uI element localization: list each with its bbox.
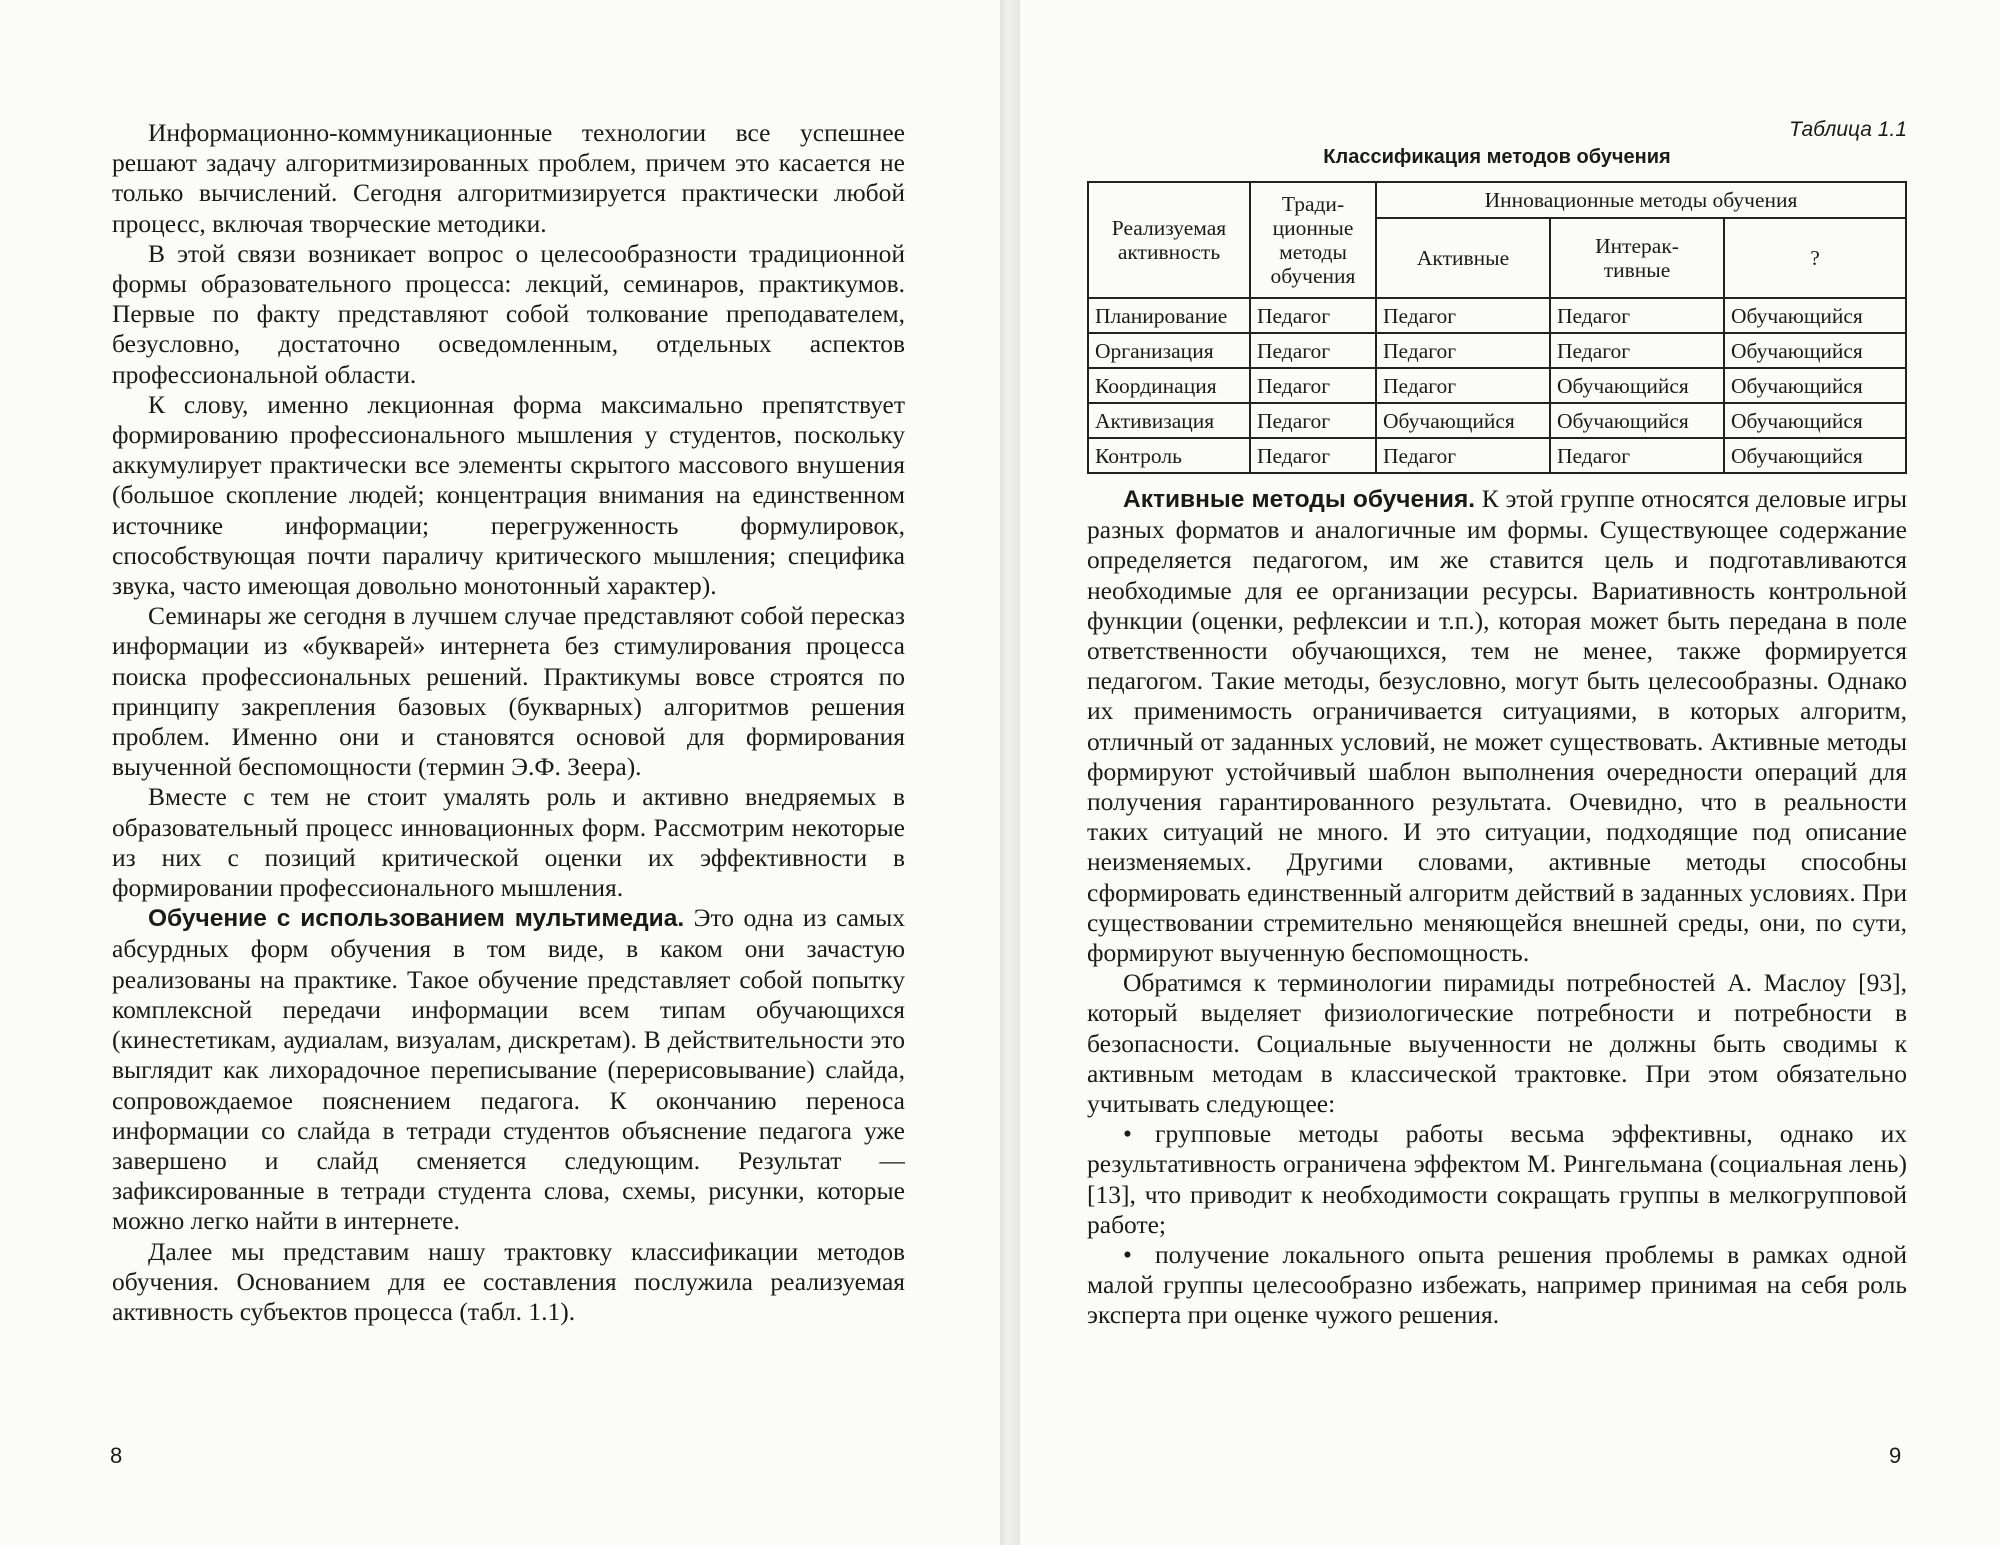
paragraph: Семинары же сегодня в лучшем случае представляют собой пересказ информации из «букварей» интернета без стимулирования процесса поиска профессиональных решений. Практикумы вовсе строятся по принципу закрепления базовых (букварных) алгоритмов решения проблем. Именно они и становятся основой для формирования выученной беспомощности (термин Э.Ф. Зеера). [112,601,905,782]
right-page [1020,0,2000,1545]
cell-unknown: Обучающийся [1724,438,1906,473]
bullet-icon: • [1123,1240,1132,1270]
header-activity: Реализуемая активность [1088,182,1250,298]
cell-active: Педагог [1376,333,1550,368]
cell-unknown: Обучающийся [1724,368,1906,403]
cell-activity: Планирование [1088,298,1250,333]
cell-traditional: Педагог [1250,368,1376,403]
paragraph: В этой связи возникает вопрос о целесообразности традиционной формы образовательного процесса: лекций, семинаров, практикумов. Первые по факту представляют собой толкование преподавателем, безусловно, достаточно осведомленным, отдельных аспектов профессиональной области. [112,238,905,389]
cell-traditional: Педагог [1250,403,1376,438]
cell-interactive: Педагог [1550,333,1724,368]
paragraph: Вместе с тем не стоит умалять роль и активно внедряемых в образовательный процесс инновационных форм. Рассмотрим некоторые из них с позиций критической оценки их эффективности в формировании профессионального мышления. [112,782,905,903]
header-traditional-line: ционные [1272,216,1354,240]
header-traditional-line: Тради- [1281,192,1345,216]
table-label: Таблица 1.1 [1789,118,1907,141]
cell-unknown: Обучающийся [1724,333,1906,368]
cell-activity: Контроль [1088,438,1250,473]
cell-active: Педагог [1376,368,1550,403]
table-row [1088,403,1906,438]
page-number: 9 [1889,1443,1902,1468]
paragraph-body: К этой группе относятся деловые игры разных форматов и аналогичные им формы. Существующее содержание определяется педагогом, им же ставится цель и подготавливаются необходимые для ее организации ресурсы. Вариативность контрольной функции (оценки, рефлексии и т.п.), которая может быть передана в поле ответственности обучающихся, тем не менее, также формируется педагогом. Такие методы, безусловно, могут быть целесообразны. Однако их применимость ограничивается ситуациями, в которых алгоритм, отличный от заданных условий, не может существовать. Активные методы формируют устойчивый шаблон выполнения очередности операций для получения гарантированного результата. Очевидно, что в реальности таких ситуаций не много. И это ситуации, подходящие под описание неизменяемых. Другими словами, активные методы способны сформировать единственный алгоритм действий в заданных условиях. При существовании стремительно меняющейся внешней среды, они, по сути, формируют выученную беспомощность. [1087,484,1907,968]
paragraph: Обратимся к терминологии пирамиды потребностей А. Маслоу [93], который выделяет физиологические потребности и потребности в безопасности. Социальные выученности не должны быть сводимы к активным методам в классической трактовке. При этом обязательно учитывать следующее: [1087,968,1907,1119]
cell-activity: Организация [1088,333,1250,368]
header-innovative: Инновационные методы обучения [1376,182,1906,218]
list-item [1087,1240,1907,1331]
cell-active: Педагог [1376,438,1550,473]
header-interactive-line: Интерак- [1595,234,1679,258]
book-gutter [1000,0,1020,1545]
cell-active: Педагог [1376,298,1550,333]
left-page-text [112,118,905,1327]
paragraph: Информационно-коммуникационные технологии все успешнее решают задачу алгоритмизированных проблем, причем это касается не только вычислений. Сегодня алгоритмизируется практически любой процесс, включая творческие методики. [112,118,905,238]
paragraph-body: Это одна из самых абсурдных форм обучения в том виде, в каком они зачастую реализованы на практике. Такое обучение представляет собой попытку комплексной передачи информации всем типам обучающихся (кинестетикам, аудиалам, визуалам, дискретам). В действительности это выглядит как лихорадочное переписывание (перерисовывание) слайда, сопровождаемое пояснением педагога. К окончанию переноса информации со слайда в тетради студентов объяснение педагога уже завершено и слайд сменяется следующим. Результат — зафиксированные в тетради студента слова, схемы, рисунки, которые можно легко найти в интернете. [112,903,905,1236]
list-item-text: групповые методы работы весьма эффективны, однако их результативность ограничена эффектом М. Рингельмана (социальная лень) [13], что приводит к необходимости сокращать группы в мелкогрупповой работе; [1087,1119,1907,1239]
cell-interactive: Обучающийся [1550,403,1724,438]
cell-unknown: Обучающийся [1724,298,1906,333]
page-number: 8 [110,1443,123,1468]
cell-unknown: Обучающийся [1724,403,1906,438]
table-row [1088,438,1906,473]
cell-activity: Активизация [1088,403,1250,438]
header-active: Активные [1376,218,1550,298]
header-interactive [1550,218,1724,298]
paragraph-lead: Активные методы обучения. [1123,486,1476,513]
cell-traditional: Педагог [1250,438,1376,473]
cell-activity: Координация [1088,368,1250,403]
right-page-text [1087,118,1907,1331]
paragraph-lead: Обучение с использованием мультимедиа. [148,905,685,933]
table-row [1088,333,1906,368]
cell-interactive: Педагог [1550,298,1724,333]
table-title: Классификация методов обучения [1323,146,1671,168]
header-interactive-line: тивные [1603,258,1671,282]
header-unknown: ? [1724,218,1906,298]
bullet-icon: • [1123,1119,1132,1149]
classification-table [1087,181,1907,474]
table-row [1088,368,1906,403]
cell-traditional: Педагог [1250,333,1376,368]
cell-traditional: Педагог [1250,298,1376,333]
list-item-text: получение локального опыта решения проблемы в рамках одной малой группы целесообразно избежать, например принимая на себя роль эксперта при оценке чужого решения. [1087,1240,1907,1330]
bullet-list [1087,1119,1907,1330]
paragraph [112,903,905,1236]
paragraph: Далее мы представим нашу трактовку классификации методов обучения. Основанием для ее составления послужила реализуемая активность субъектов процесса (табл. 1.1). [112,1236,905,1326]
paragraph [1087,484,1907,968]
cell-active: Обучающийся [1376,403,1550,438]
table-row [1088,298,1906,333]
list-item [1087,1119,1907,1240]
header-traditional-line: обучения [1270,264,1356,288]
header-traditional-line: методы [1279,240,1347,264]
cell-interactive: Педагог [1550,438,1724,473]
paragraph: К слову, именно лекционная форма максимально препятствует формированию профессионального мышления у студентов, поскольку аккумулирует практически все элементы скрытого массового внушения (большое скопление людей; концентрация внимания на единственном источнике информации; перегруженность формулировок, способствующая почти параличу критического мышления; специфика звука, часто имеющая довольно монотонный характер). [112,389,905,601]
header-traditional [1250,182,1376,298]
cell-interactive: Обучающийся [1550,368,1724,403]
